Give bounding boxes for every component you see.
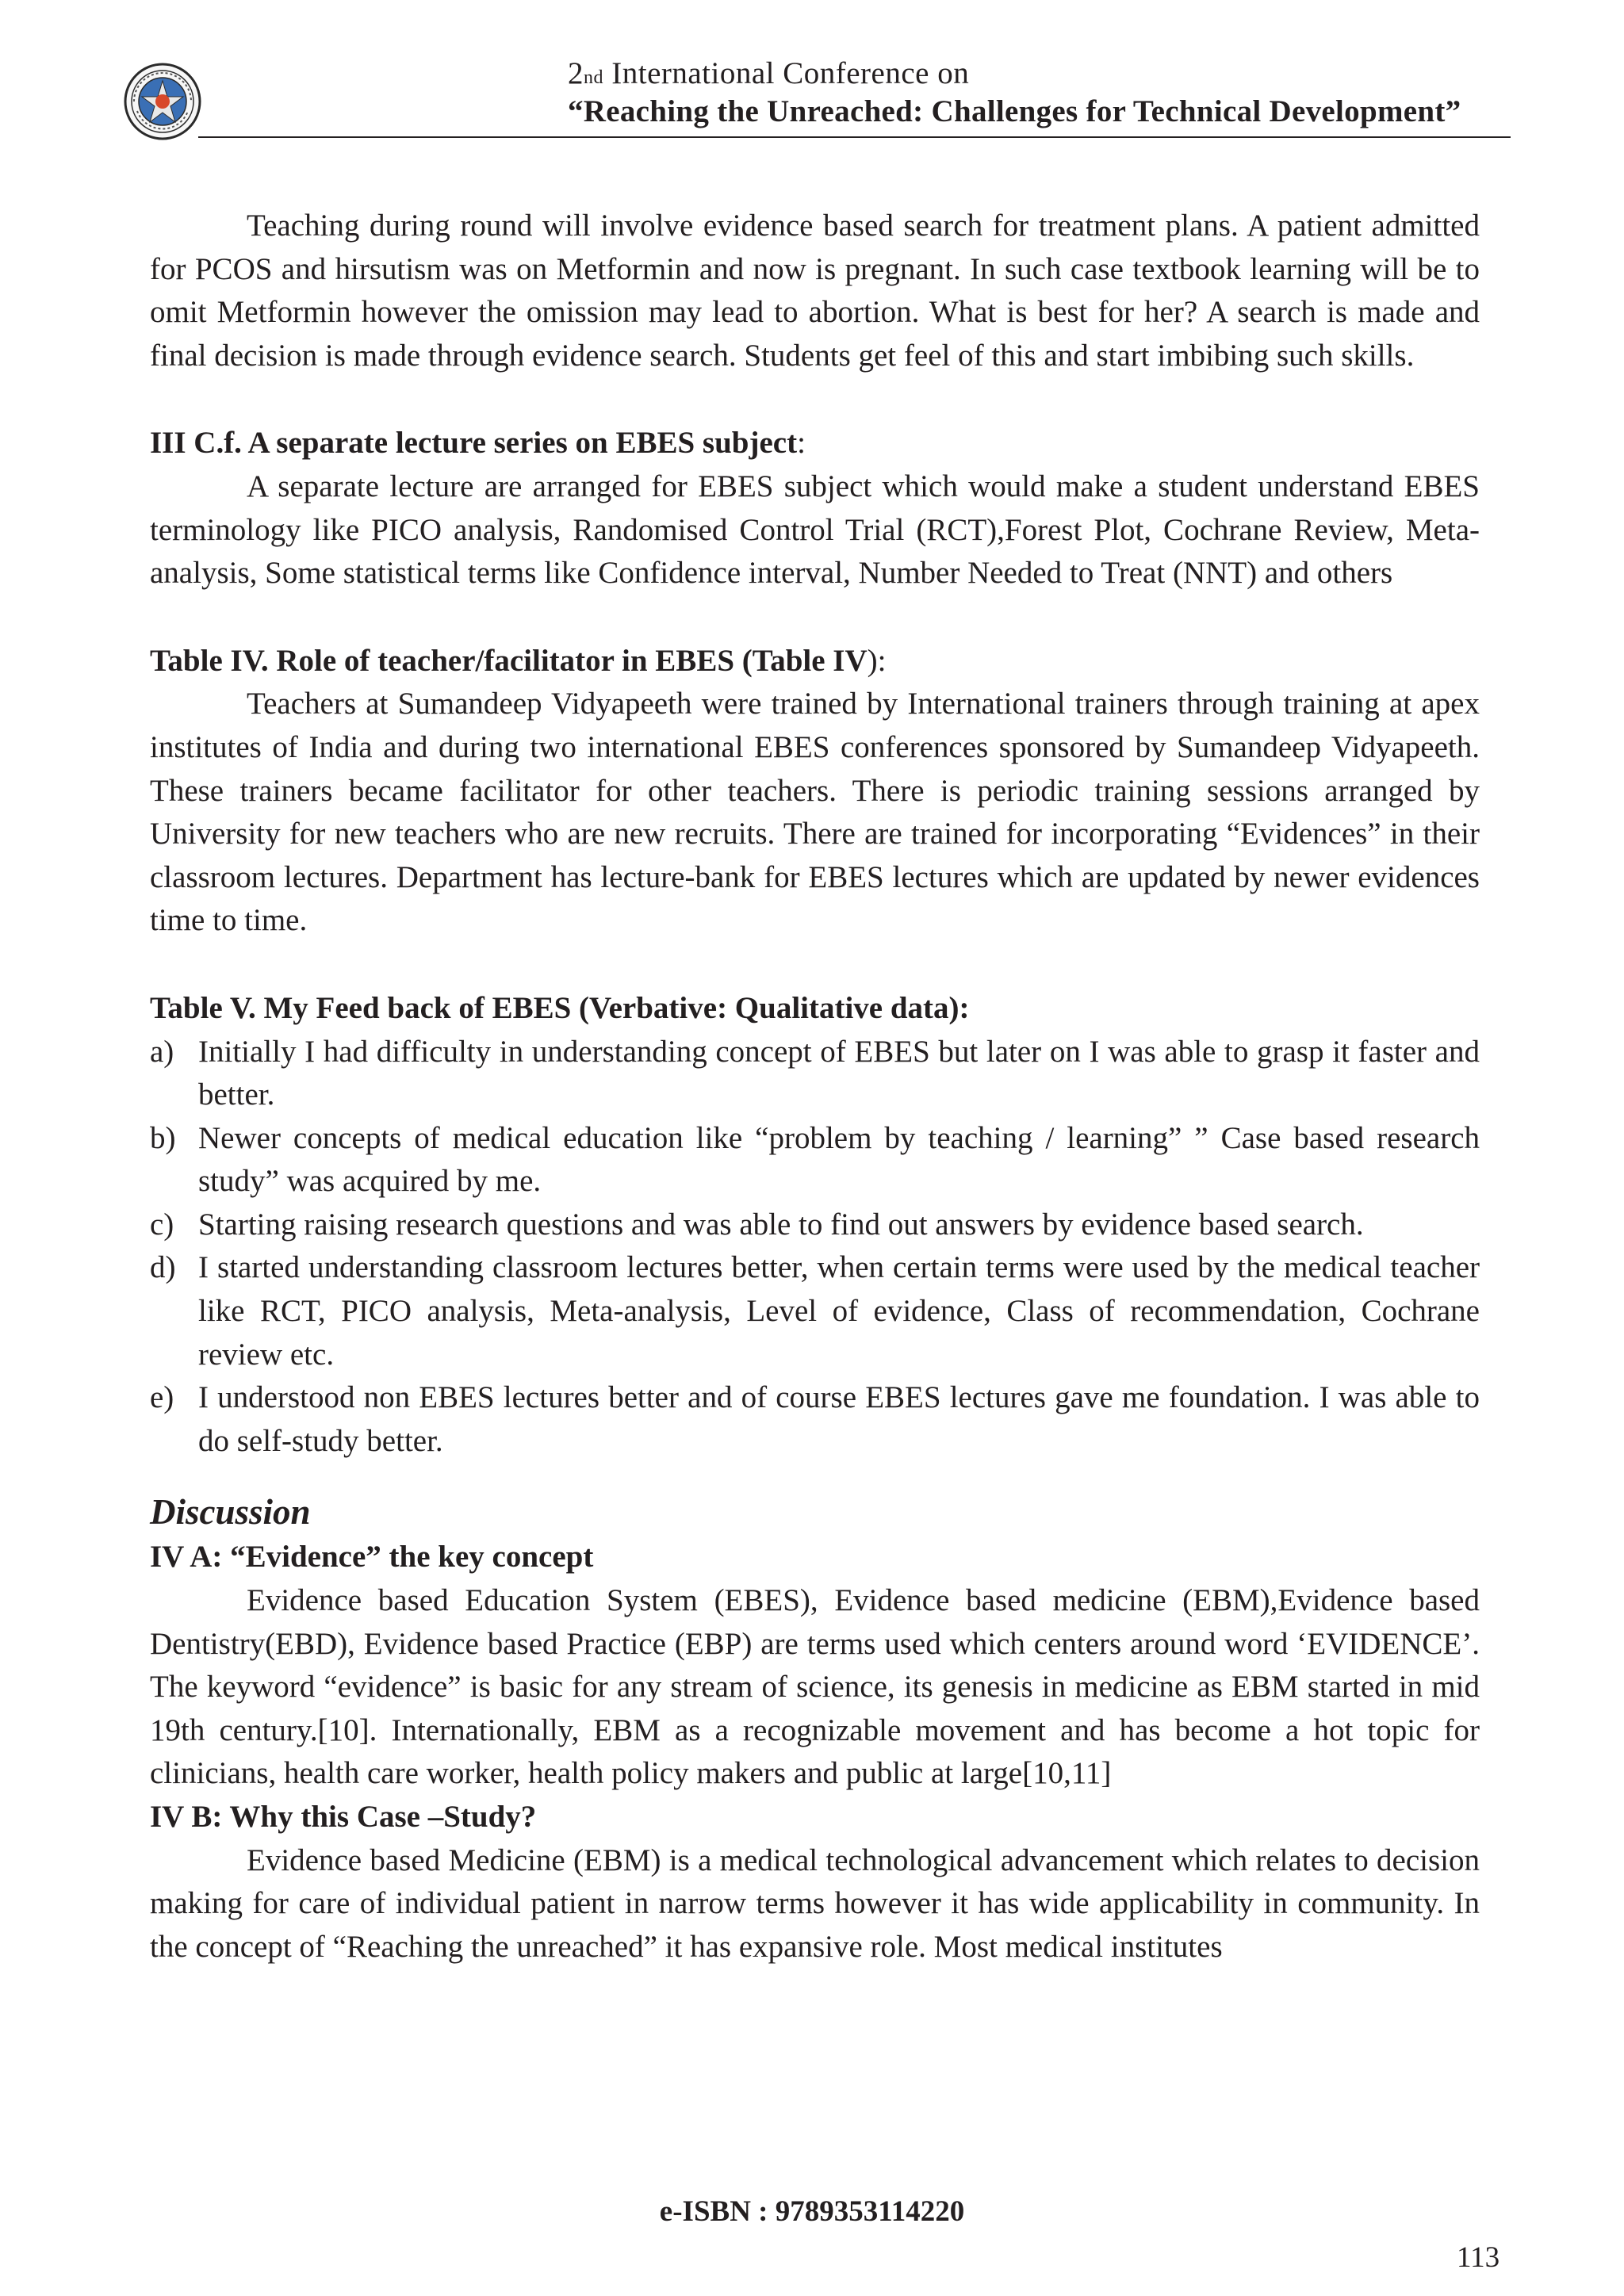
- edition-suffix: nd: [584, 67, 603, 88]
- page-content: [150, 205, 1480, 1969]
- footer-isbn: e-ISBN : 9789353114220: [659, 2195, 965, 2228]
- list-item-text: Starting raising research questions and was able to find out answers by evidence based search.: [198, 1207, 1364, 1242]
- feedback-list: [150, 1031, 1480, 1464]
- conference-title-line1: International Conference on: [603, 56, 970, 90]
- list-marker: e): [150, 1380, 174, 1415]
- list-item: [150, 1246, 1480, 1376]
- list-item-text: I started understanding classroom lectures better, when certain terms were used by the medical teacher like RCT, PICO analysis, Meta-analysis, Level of evidence, Class of recommendation, Cochrane review etc.: [198, 1250, 1480, 1372]
- heading-discussion: Discussion: [150, 1492, 311, 1533]
- heading-table-iv-text: Table IV. Role of teacher/facilitator in EBES (Table IV: [150, 643, 868, 678]
- header-rule: [198, 136, 1511, 138]
- paragraph-table-iv: Teachers at Sumandeep Vidyapeeth were trained by International trainers through training at apex institutes of India and during two international EBES conferences sponsored by Sumandeep Vidyapeeth. These trainers became facilitator for other teachers. There is periodic training sessions arranged by University for new teachers who are new recruits. There are trained for incorporating “Evidences” in their classroom lectures. Department has lecture-bank for EBES lectures which are updated by newer evidences time to time.: [150, 687, 1480, 938]
- list-marker: b): [150, 1120, 176, 1155]
- list-marker: c): [150, 1207, 174, 1242]
- heading-iv-b: IV B: Why this Case –Study?: [150, 1800, 537, 1834]
- list-item-text: I understood non EBES lectures better and of course EBES lectures gave me foundation. I was able to do self-study better.: [198, 1380, 1480, 1458]
- edition-number: 2: [568, 56, 584, 90]
- heading-table-iv: [150, 640, 1480, 683]
- heading-table-v: Table V. My Feed back of EBES (Verbative: Qualitative data):: [150, 990, 970, 1025]
- conference-title-line2: “Reaching the Unreached: Challenges for Technical Development”: [568, 94, 1461, 128]
- list-item-text: Newer concepts of medical education like “problem by teaching / learning” ” Case based research study” was acquired by me.: [198, 1120, 1480, 1199]
- paragraph-iv-b: Evidence based Medicine (EBM) is a medical technological advancement which relates to decision making for care of individual patient in narrow terms however it has wide applicability in community. In the concept of “Reaching the unreached” it has expansive role. Most medical institutes: [150, 1843, 1480, 1964]
- conference-edition: [568, 55, 969, 91]
- list-item: [150, 1031, 1480, 1117]
- list-item: [150, 1376, 1480, 1463]
- list-item-text: Initially I had difficulty in understanding concept of EBES but later on I was able to grasp it faster and better.: [198, 1034, 1480, 1112]
- list-item: [150, 1203, 1480, 1247]
- page-number: 113: [1457, 2241, 1500, 2274]
- heading-lecture-series-colon: :: [797, 426, 806, 461]
- paragraph-iv-a: Evidence based Education System (EBES), Evidence based medicine (EBM),Evidence based Dentistry(EBD), Evidence based Practice (EBP) are terms used which centers around word ‘EVIDENCE’. The keyword “evidence” is basic for any stream of science, its genesis in medicine as EBM started in mid 19th century.[10]. Internationally, EBM as a recognizable movement and has become a hot topic for clinicians, health care worker, health policy makers and public at large[10,11]: [150, 1583, 1480, 1791]
- paragraph-lecture-series: A separate lecture are arranged for EBES subject which would make a student understand EBES terminology like PICO analysis, Randomised Control Trial (RCT),Forest Plot, Cochrane Review, Meta-analysis, Some statistical terms like Confidence interval, Number Needed to Treat (NNT) and others: [150, 469, 1480, 591]
- list-marker: a): [150, 1034, 174, 1069]
- university-seal-icon: [123, 62, 202, 141]
- page-header: [0, 0, 1624, 151]
- heading-table-iv-tail: ):: [867, 643, 887, 678]
- paragraph-teaching-round: Teaching during round will involve evidence based search for treatment plans. A patient admitted for PCOS and hirsutism was on Metformin and now is pregnant. In such case textbook learning will be to omit Metformin however the omission may lead to abortion. What is best for her? A search is made and final decision is made through evidence search. Students get feel of this and start imbibing such skills.: [150, 209, 1480, 373]
- list-item: [150, 1117, 1480, 1203]
- heading-lecture-series-text: III C.f. A separate lecture series on EBES subject: [150, 426, 798, 461]
- list-marker: d): [150, 1250, 176, 1285]
- heading-lecture-series: [150, 422, 1480, 465]
- heading-iv-a: IV A: “Evidence” the key concept: [150, 1540, 594, 1575]
